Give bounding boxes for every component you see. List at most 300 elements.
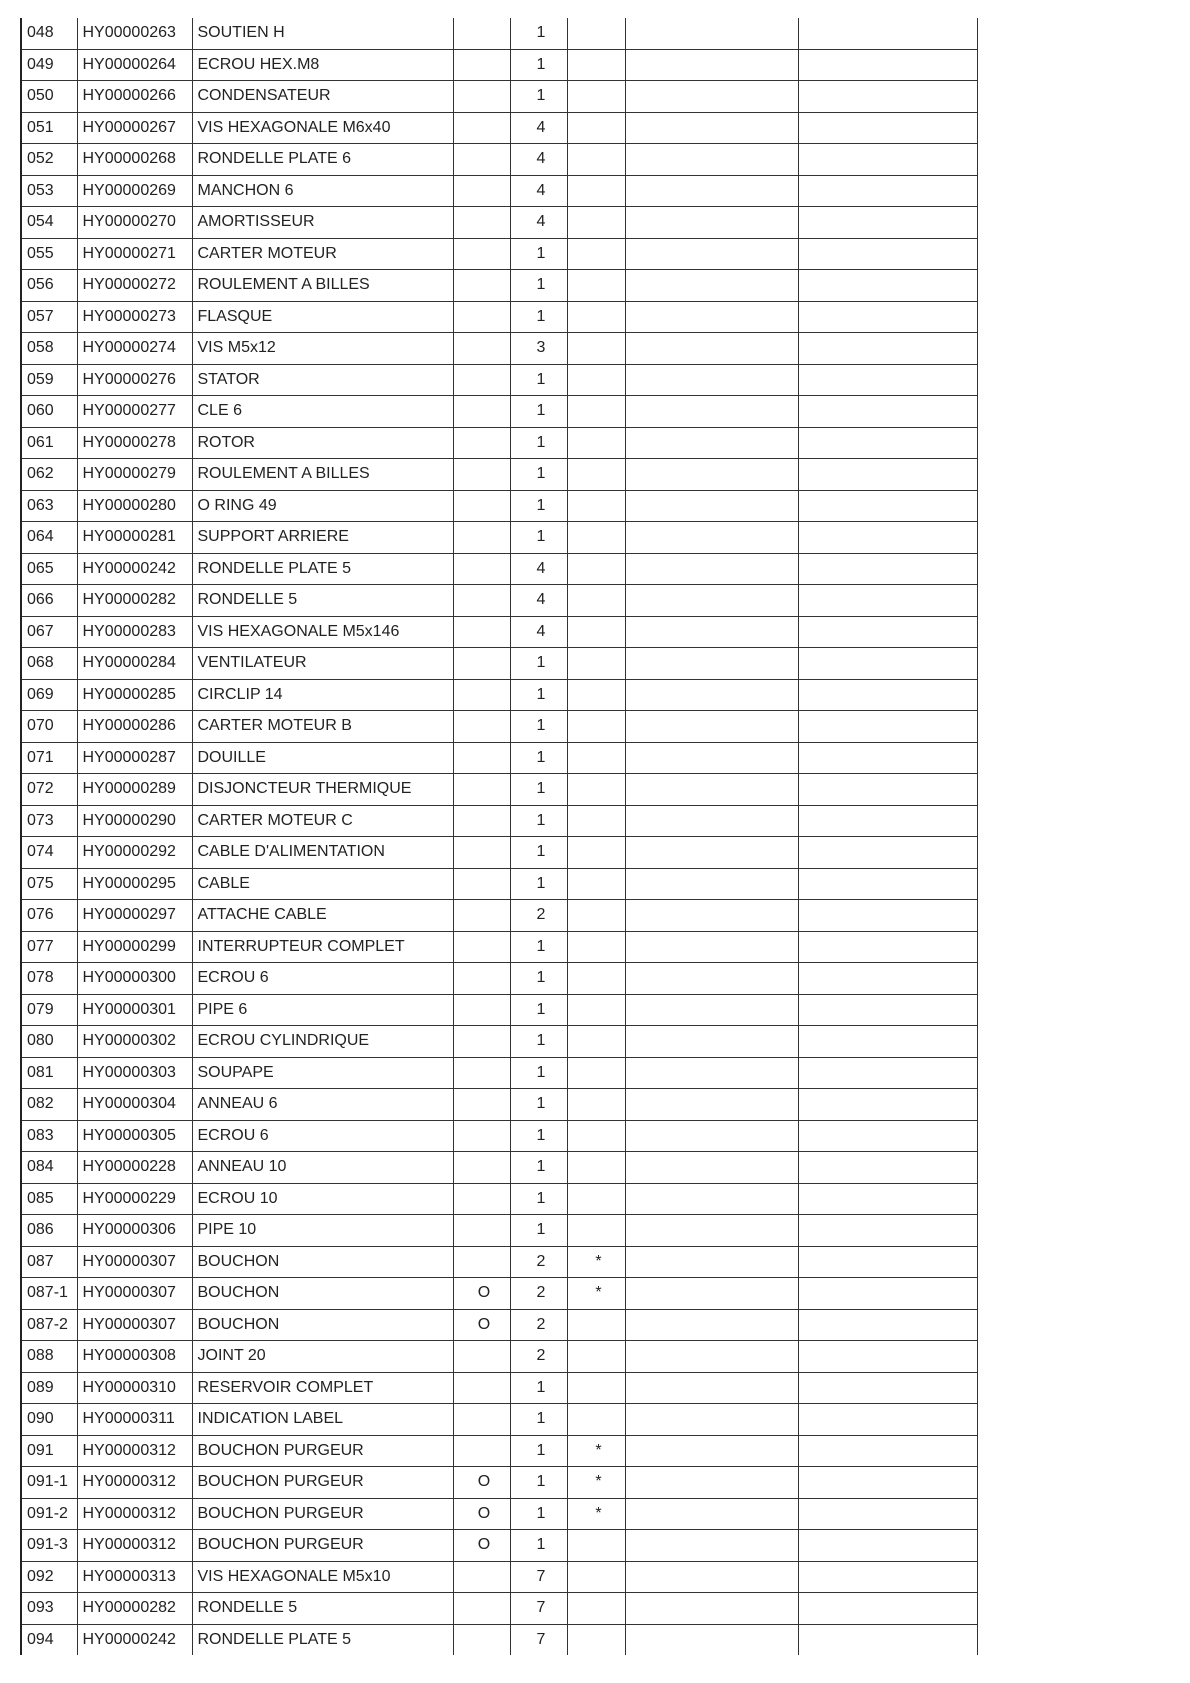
- mark-cell: [567, 175, 625, 207]
- ref-cell: 088: [21, 1341, 77, 1373]
- mark-cell: [567, 774, 625, 806]
- table-row: [21, 1120, 977, 1152]
- blank-cell: [625, 18, 798, 49]
- table-row: [21, 144, 977, 176]
- table-row: [21, 175, 977, 207]
- option-cell: [453, 1152, 510, 1184]
- code-cell: HY00000299: [77, 931, 192, 963]
- table-row: [21, 396, 977, 428]
- option-cell: [453, 1026, 510, 1058]
- blank-cell: [798, 396, 977, 428]
- blank-cell: [625, 333, 798, 365]
- qty-cell: 1: [510, 1057, 567, 1089]
- mark-cell: [567, 1593, 625, 1625]
- table-row: [21, 963, 977, 995]
- table-row: [21, 1246, 977, 1278]
- ref-cell: 075: [21, 868, 77, 900]
- ref-cell: 073: [21, 805, 77, 837]
- blank-cell: [625, 144, 798, 176]
- option-cell: [453, 490, 510, 522]
- qty-cell: 1: [510, 868, 567, 900]
- blank-cell: [798, 553, 977, 585]
- blank-cell: [798, 1624, 977, 1655]
- option-cell: [453, 207, 510, 239]
- option-cell: O: [453, 1278, 510, 1310]
- qty-cell: 1: [510, 1530, 567, 1562]
- qty-cell: 4: [510, 553, 567, 585]
- mark-cell: [567, 1530, 625, 1562]
- designation-cell: RONDELLE PLATE 5: [192, 1624, 453, 1655]
- mark-cell: *: [567, 1246, 625, 1278]
- designation-cell: STATOR: [192, 364, 453, 396]
- blank-cell: [625, 364, 798, 396]
- designation-cell: ECROU 6: [192, 963, 453, 995]
- blank-cell: [798, 1057, 977, 1089]
- qty-cell: 7: [510, 1624, 567, 1655]
- qty-cell: 7: [510, 1593, 567, 1625]
- mark-cell: [567, 805, 625, 837]
- option-cell: [453, 648, 510, 680]
- mark-cell: *: [567, 1467, 625, 1499]
- code-cell: HY00000272: [77, 270, 192, 302]
- blank-cell: [625, 1498, 798, 1530]
- mark-cell: [567, 1152, 625, 1184]
- ref-cell: 093: [21, 1593, 77, 1625]
- table-row: [21, 1561, 977, 1593]
- code-cell: HY00000306: [77, 1215, 192, 1247]
- blank-cell: [625, 1309, 798, 1341]
- table-row: [21, 837, 977, 869]
- table-row: [21, 81, 977, 113]
- ref-cell: 048: [21, 18, 77, 49]
- blank-cell: [798, 1341, 977, 1373]
- qty-cell: 1: [510, 837, 567, 869]
- blank-cell: [625, 585, 798, 617]
- blank-cell: [798, 1278, 977, 1310]
- table-row: [21, 931, 977, 963]
- qty-cell: 1: [510, 1498, 567, 1530]
- blank-cell: [625, 931, 798, 963]
- designation-cell: VIS M5x12: [192, 333, 453, 365]
- code-cell: HY00000301: [77, 994, 192, 1026]
- mark-cell: [567, 711, 625, 743]
- qty-cell: 7: [510, 1561, 567, 1593]
- designation-cell: DISJONCTEUR THERMIQUE: [192, 774, 453, 806]
- blank-cell: [798, 490, 977, 522]
- code-cell: HY00000305: [77, 1120, 192, 1152]
- option-cell: [453, 585, 510, 617]
- qty-cell: 1: [510, 1183, 567, 1215]
- option-cell: [453, 18, 510, 49]
- blank-cell: [798, 1309, 977, 1341]
- mark-cell: [567, 49, 625, 81]
- mark-cell: [567, 1089, 625, 1121]
- qty-cell: 4: [510, 585, 567, 617]
- designation-cell: BOUCHON: [192, 1278, 453, 1310]
- code-cell: HY00000295: [77, 868, 192, 900]
- designation-cell: VIS HEXAGONALE M5x10: [192, 1561, 453, 1593]
- blank-cell: [798, 1183, 977, 1215]
- blank-cell: [625, 1152, 798, 1184]
- option-cell: [453, 270, 510, 302]
- code-cell: HY00000313: [77, 1561, 192, 1593]
- table-row: [21, 1183, 977, 1215]
- table-row: [21, 490, 977, 522]
- option-cell: [453, 1593, 510, 1625]
- mark-cell: [567, 364, 625, 396]
- blank-cell: [798, 742, 977, 774]
- mark-cell: [567, 1120, 625, 1152]
- table-row: [21, 364, 977, 396]
- designation-cell: BOUCHON: [192, 1246, 453, 1278]
- code-cell: HY00000307: [77, 1246, 192, 1278]
- designation-cell: VENTILATEUR: [192, 648, 453, 680]
- code-cell: HY00000263: [77, 18, 192, 49]
- qty-cell: 1: [510, 774, 567, 806]
- qty-cell: 1: [510, 1435, 567, 1467]
- qty-cell: 1: [510, 742, 567, 774]
- designation-cell: CARTER MOTEUR B: [192, 711, 453, 743]
- mark-cell: *: [567, 1435, 625, 1467]
- qty-cell: 1: [510, 1404, 567, 1436]
- option-cell: [453, 522, 510, 554]
- blank-cell: [625, 1246, 798, 1278]
- option-cell: [453, 1215, 510, 1247]
- designation-cell: VIS HEXAGONALE M6x40: [192, 112, 453, 144]
- ref-cell: 051: [21, 112, 77, 144]
- mark-cell: [567, 1404, 625, 1436]
- code-cell: HY00000287: [77, 742, 192, 774]
- ref-cell: 064: [21, 522, 77, 554]
- code-cell: HY00000308: [77, 1341, 192, 1373]
- mark-cell: [567, 1057, 625, 1089]
- option-cell: [453, 81, 510, 113]
- code-cell: HY00000276: [77, 364, 192, 396]
- mark-cell: [567, 931, 625, 963]
- code-cell: HY00000270: [77, 207, 192, 239]
- ref-cell: 055: [21, 238, 77, 270]
- option-cell: [453, 837, 510, 869]
- code-cell: HY00000278: [77, 427, 192, 459]
- designation-cell: BOUCHON PURGEUR: [192, 1435, 453, 1467]
- blank-cell: [798, 616, 977, 648]
- blank-cell: [798, 207, 977, 239]
- designation-cell: CABLE D'ALIMENTATION: [192, 837, 453, 869]
- blank-cell: [625, 679, 798, 711]
- blank-cell: [625, 522, 798, 554]
- blank-cell: [798, 1498, 977, 1530]
- option-cell: [453, 301, 510, 333]
- mark-cell: [567, 301, 625, 333]
- blank-cell: [625, 238, 798, 270]
- option-cell: [453, 994, 510, 1026]
- designation-cell: PIPE 10: [192, 1215, 453, 1247]
- ref-cell: 074: [21, 837, 77, 869]
- mark-cell: [567, 81, 625, 113]
- qty-cell: 1: [510, 522, 567, 554]
- designation-cell: ROULEMENT A BILLES: [192, 270, 453, 302]
- code-cell: HY00000285: [77, 679, 192, 711]
- mark-cell: [567, 1183, 625, 1215]
- code-cell: HY00000307: [77, 1309, 192, 1341]
- mark-cell: [567, 1624, 625, 1655]
- mark-cell: [567, 522, 625, 554]
- table-row: [21, 459, 977, 491]
- qty-cell: 1: [510, 1152, 567, 1184]
- mark-cell: [567, 1309, 625, 1341]
- table-row: [21, 1593, 977, 1625]
- ref-cell: 063: [21, 490, 77, 522]
- option-cell: [453, 364, 510, 396]
- ref-cell: 094: [21, 1624, 77, 1655]
- blank-cell: [625, 427, 798, 459]
- option-cell: O: [453, 1498, 510, 1530]
- blank-cell: [625, 49, 798, 81]
- code-cell: HY00000280: [77, 490, 192, 522]
- option-cell: [453, 1120, 510, 1152]
- table-row: [21, 1089, 977, 1121]
- blank-cell: [625, 1404, 798, 1436]
- mark-cell: [567, 553, 625, 585]
- blank-cell: [798, 18, 977, 49]
- option-cell: [453, 1561, 510, 1593]
- designation-cell: PIPE 6: [192, 994, 453, 1026]
- blank-cell: [625, 459, 798, 491]
- option-cell: [453, 333, 510, 365]
- ref-cell: 065: [21, 553, 77, 585]
- ref-cell: 070: [21, 711, 77, 743]
- designation-cell: ANNEAU 6: [192, 1089, 453, 1121]
- qty-cell: 1: [510, 1215, 567, 1247]
- code-cell: HY00000312: [77, 1530, 192, 1562]
- table-row: [21, 742, 977, 774]
- mark-cell: [567, 837, 625, 869]
- mark-cell: [567, 459, 625, 491]
- blank-cell: [798, 1561, 977, 1593]
- parts-table: [20, 18, 978, 1655]
- blank-cell: [798, 1246, 977, 1278]
- ref-cell: 053: [21, 175, 77, 207]
- mark-cell: [567, 18, 625, 49]
- code-cell: HY00000302: [77, 1026, 192, 1058]
- code-cell: HY00000264: [77, 49, 192, 81]
- blank-cell: [798, 175, 977, 207]
- blank-cell: [798, 900, 977, 932]
- code-cell: HY00000242: [77, 553, 192, 585]
- code-cell: HY00000289: [77, 774, 192, 806]
- designation-cell: RONDELLE 5: [192, 1593, 453, 1625]
- ref-cell: 057: [21, 301, 77, 333]
- qty-cell: 1: [510, 459, 567, 491]
- ref-cell: 090: [21, 1404, 77, 1436]
- code-cell: HY00000304: [77, 1089, 192, 1121]
- ref-cell: 091-2: [21, 1498, 77, 1530]
- code-cell: HY00000269: [77, 175, 192, 207]
- code-cell: HY00000271: [77, 238, 192, 270]
- mark-cell: [567, 585, 625, 617]
- table-row: [21, 648, 977, 680]
- blank-cell: [625, 742, 798, 774]
- qty-cell: 4: [510, 175, 567, 207]
- option-cell: [453, 1089, 510, 1121]
- blank-cell: [798, 868, 977, 900]
- blank-cell: [625, 900, 798, 932]
- option-cell: [453, 900, 510, 932]
- blank-cell: [798, 238, 977, 270]
- ref-cell: 091-1: [21, 1467, 77, 1499]
- code-cell: HY00000242: [77, 1624, 192, 1655]
- mark-cell: [567, 616, 625, 648]
- blank-cell: [798, 805, 977, 837]
- mark-cell: [567, 1215, 625, 1247]
- designation-cell: INTERRUPTEUR COMPLET: [192, 931, 453, 963]
- ref-cell: 080: [21, 1026, 77, 1058]
- option-cell: [453, 175, 510, 207]
- blank-cell: [625, 1089, 798, 1121]
- table-row: [21, 1309, 977, 1341]
- ref-cell: 050: [21, 81, 77, 113]
- blank-cell: [625, 1215, 798, 1247]
- qty-cell: 1: [510, 1372, 567, 1404]
- mark-cell: [567, 963, 625, 995]
- option-cell: [453, 396, 510, 428]
- blank-cell: [625, 270, 798, 302]
- blank-cell: [625, 396, 798, 428]
- code-cell: HY00000268: [77, 144, 192, 176]
- mark-cell: [567, 1561, 625, 1593]
- designation-cell: VIS HEXAGONALE M5x146: [192, 616, 453, 648]
- blank-cell: [625, 994, 798, 1026]
- qty-cell: 3: [510, 333, 567, 365]
- blank-cell: [798, 711, 977, 743]
- ref-cell: 067: [21, 616, 77, 648]
- table-row: [21, 711, 977, 743]
- blank-cell: [798, 1435, 977, 1467]
- designation-cell: RONDELLE PLATE 5: [192, 553, 453, 585]
- code-cell: HY00000311: [77, 1404, 192, 1436]
- blank-cell: [625, 1624, 798, 1655]
- table-row: [21, 270, 977, 302]
- ref-cell: 082: [21, 1089, 77, 1121]
- option-cell: [453, 112, 510, 144]
- ref-cell: 079: [21, 994, 77, 1026]
- option-cell: [453, 805, 510, 837]
- blank-cell: [625, 490, 798, 522]
- mark-cell: [567, 396, 625, 428]
- designation-cell: AMORTISSEUR: [192, 207, 453, 239]
- qty-cell: 1: [510, 648, 567, 680]
- table-row: [21, 301, 977, 333]
- qty-cell: 1: [510, 805, 567, 837]
- blank-cell: [625, 1057, 798, 1089]
- option-cell: [453, 868, 510, 900]
- qty-cell: 1: [510, 364, 567, 396]
- designation-cell: BOUCHON: [192, 1309, 453, 1341]
- qty-cell: 2: [510, 1309, 567, 1341]
- blank-cell: [798, 1404, 977, 1436]
- mark-cell: [567, 270, 625, 302]
- table-row: [21, 522, 977, 554]
- table-row: [21, 1278, 977, 1310]
- designation-cell: BOUCHON PURGEUR: [192, 1530, 453, 1562]
- ref-cell: 054: [21, 207, 77, 239]
- option-cell: [453, 742, 510, 774]
- blank-cell: [798, 333, 977, 365]
- option-cell: O: [453, 1309, 510, 1341]
- ref-cell: 059: [21, 364, 77, 396]
- option-cell: [453, 963, 510, 995]
- table-row: [21, 49, 977, 81]
- table-row: [21, 1530, 977, 1562]
- blank-cell: [625, 648, 798, 680]
- designation-cell: DOUILLE: [192, 742, 453, 774]
- option-cell: [453, 1404, 510, 1436]
- qty-cell: 1: [510, 994, 567, 1026]
- option-cell: [453, 931, 510, 963]
- option-cell: [453, 1183, 510, 1215]
- blank-cell: [798, 774, 977, 806]
- blank-cell: [798, 994, 977, 1026]
- qty-cell: 1: [510, 931, 567, 963]
- code-cell: HY00000307: [77, 1278, 192, 1310]
- mark-cell: [567, 900, 625, 932]
- blank-cell: [798, 522, 977, 554]
- code-cell: HY00000281: [77, 522, 192, 554]
- ref-cell: 049: [21, 49, 77, 81]
- designation-cell: CABLE: [192, 868, 453, 900]
- ref-cell: 081: [21, 1057, 77, 1089]
- qty-cell: 1: [510, 238, 567, 270]
- ref-cell: 085: [21, 1183, 77, 1215]
- blank-cell: [625, 1530, 798, 1562]
- designation-cell: CARTER MOTEUR C: [192, 805, 453, 837]
- designation-cell: JOINT 20: [192, 1341, 453, 1373]
- table-row: [21, 1372, 977, 1404]
- designation-cell: BOUCHON PURGEUR: [192, 1498, 453, 1530]
- designation-cell: BOUCHON PURGEUR: [192, 1467, 453, 1499]
- designation-cell: ATTACHE CABLE: [192, 900, 453, 932]
- blank-cell: [798, 112, 977, 144]
- qty-cell: 4: [510, 616, 567, 648]
- mark-cell: [567, 144, 625, 176]
- ref-cell: 071: [21, 742, 77, 774]
- mark-cell: [567, 1341, 625, 1373]
- blank-cell: [625, 1467, 798, 1499]
- blank-cell: [798, 1530, 977, 1562]
- code-cell: HY00000283: [77, 616, 192, 648]
- designation-cell: MANCHON 6: [192, 175, 453, 207]
- designation-cell: RONDELLE PLATE 6: [192, 144, 453, 176]
- ref-cell: 083: [21, 1120, 77, 1152]
- mark-cell: *: [567, 1498, 625, 1530]
- qty-cell: 2: [510, 1278, 567, 1310]
- table-row: [21, 1215, 977, 1247]
- qty-cell: 1: [510, 301, 567, 333]
- option-cell: [453, 144, 510, 176]
- option-cell: [453, 1246, 510, 1278]
- option-cell: [453, 49, 510, 81]
- mark-cell: [567, 238, 625, 270]
- blank-cell: [625, 805, 798, 837]
- blank-cell: [798, 1372, 977, 1404]
- code-cell: HY00000277: [77, 396, 192, 428]
- qty-cell: 4: [510, 112, 567, 144]
- code-cell: HY00000267: [77, 112, 192, 144]
- option-cell: [453, 1057, 510, 1089]
- blank-cell: [625, 1278, 798, 1310]
- blank-cell: [798, 648, 977, 680]
- mark-cell: *: [567, 1278, 625, 1310]
